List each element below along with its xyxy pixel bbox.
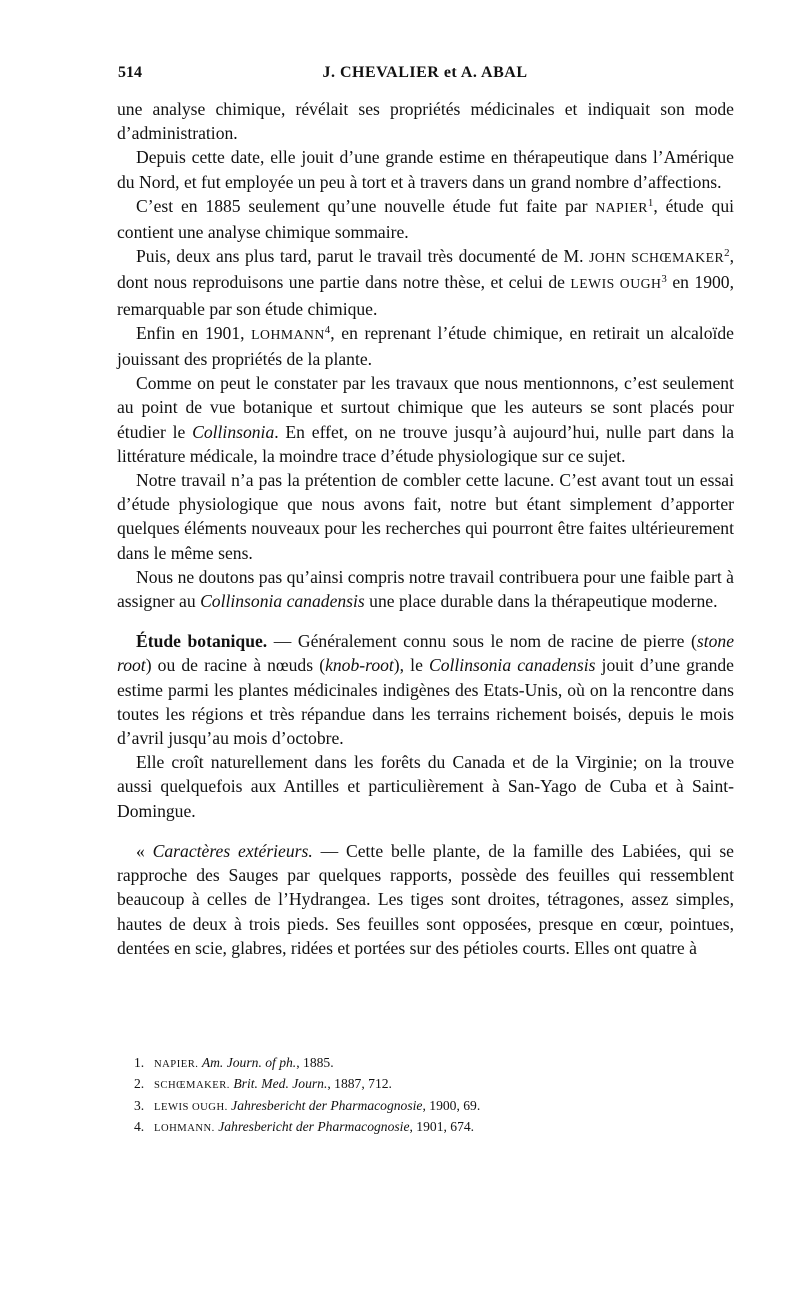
author-name: LOHMANN bbox=[251, 326, 325, 342]
page-header bbox=[118, 64, 732, 90]
italic-term: Collinsonia canadensis bbox=[429, 655, 596, 676]
body-text bbox=[117, 97, 734, 960]
italic-term: Collinsonia canadensis bbox=[200, 591, 365, 612]
footnote: 3. LEWIS OUGH. Jahresbericht der Pharmacognosie, 1900, 69. bbox=[134, 1097, 481, 1113]
author-name: JOHN SCHŒMAKER bbox=[589, 250, 725, 266]
footnotes bbox=[134, 1053, 734, 1139]
italic-term: stone root bbox=[117, 631, 734, 676]
running-title: J. CHEVALIER et A. ABAL bbox=[322, 64, 528, 81]
author-name: LEWIS OUGH bbox=[570, 276, 662, 292]
paragraph: une analyse chimique, révélait ses propriétés médicinales et indiquait son mode d’administration. bbox=[117, 99, 734, 144]
footnote: 4. LOHMANN. Jahresbericht der Pharmacognosie, 1901, 674. bbox=[134, 1119, 475, 1135]
footnote-ref: 4 bbox=[324, 323, 331, 336]
italic-term: Caractères extérieurs. bbox=[152, 840, 313, 861]
paragraph: Puis, deux ans plus tard, parut le travail très documenté de M. JOHN SCHŒMAKER$^2$, dont nous reproduisons une partie dans notre thèse, et celui de LEWIS OUGH$^3$ en 1900, remarquable par son étude chimique. bbox=[117, 246, 734, 319]
footnote: 1. NAPIER. Am. Journ. of ph., 1885. bbox=[134, 1055, 334, 1070]
author-name: NAPIER bbox=[595, 199, 648, 215]
italic-term: Collinsonia bbox=[192, 421, 275, 442]
paragraph: « Caractères extérieurs. — Cette belle plante, de la famille des Labiées, qui se rapproche des Sauges par quelques rapports, possède des feuilles qui ressemblent beaucoup à celles de l’Hydrangea. Les tiges sont droites, tétragones, assez simples, hautes de deux à trois pieds. Ses feuilles sont opposées, presque en cœur, pointues, dentées en scie, glabres, ridées et portées sur des pétioles courts. Elles ont quatre à bbox=[117, 840, 734, 958]
footnote-ref: 3 bbox=[661, 273, 667, 286]
paragraph: C’est en 1885 seulement qu’une nouvelle étude fut faite par NAPIER$^1$, étude qui contient une analyse chimique sommaire. bbox=[117, 195, 734, 243]
page-number: 514 bbox=[118, 64, 142, 81]
italic-term: knob-root bbox=[325, 655, 394, 676]
paragraph: Depuis cette date, elle jouit d’une grande estime en thérapeutique dans l’Amérique du Nord, et fut employée un peu à tort et à travers dans un grand nombre d’affections. bbox=[117, 147, 734, 192]
footnote-ref: 2 bbox=[724, 247, 730, 260]
section-heading: Étude botanique. bbox=[136, 631, 268, 652]
paragraph: Enfin en 1901, LOHMANN$^4$, en reprenant l’étude chimique, en retirait un alcaloïde jouissant des propriétés de la plante. bbox=[117, 322, 734, 370]
paragraph: Notre travail n’a pas la prétention de combler cette lacune. C’est avant tout un essai d’étude physiologique que nous avons fait, notre but étant simplement d’apporter quelques éléments nouveaux pour les recherches qui pourront être faites ultérieurement dans le même sens. bbox=[117, 470, 734, 563]
section-paragraph: Étude botanique. — Généralement connu sous le nom de racine de pierre (stone root) ou de racine à nœuds (knob-root), le Collinsonia canadensis jouit d’une grande estime parmi les plantes médicinales indigènes des Etats-Unis, où on la rencontre dans toutes les régions et très répandue dans les terrains richement boisés, depuis le mois d’avril jusqu’au mois d’octobre. bbox=[117, 631, 734, 749]
footnote-ref: 1 bbox=[647, 196, 654, 209]
footnote: 2. SCHŒMAKER. Brit. Med. Journ., 1887, 712. bbox=[134, 1076, 392, 1092]
paragraph: Nous ne doutons pas qu’ainsi compris notre travail contribuera pour une faible part à assigner au Collinsonia canadensis une place durable dans la thérapeutique moderne. bbox=[117, 566, 734, 612]
paragraph: Elle croît naturellement dans les forêts du Canada et de la Virginie; on la trouve aussi quelquefois aux Antilles et particulièrement à San-Yago de Cuba et à Saint-Domingue. bbox=[117, 752, 734, 821]
paragraph: Comme on peut le constater par les travaux que nous mentionnons, c’est seulement au point de vue botanique et surtout chimique que les auteurs se sont placés pour étudier le Collinsonia. En effet, on ne trouve jusqu’à aujourd’hui, nulle part dans la littérature médicale, la moindre trace d’étude physiologique sur ce sujet. bbox=[117, 373, 735, 466]
